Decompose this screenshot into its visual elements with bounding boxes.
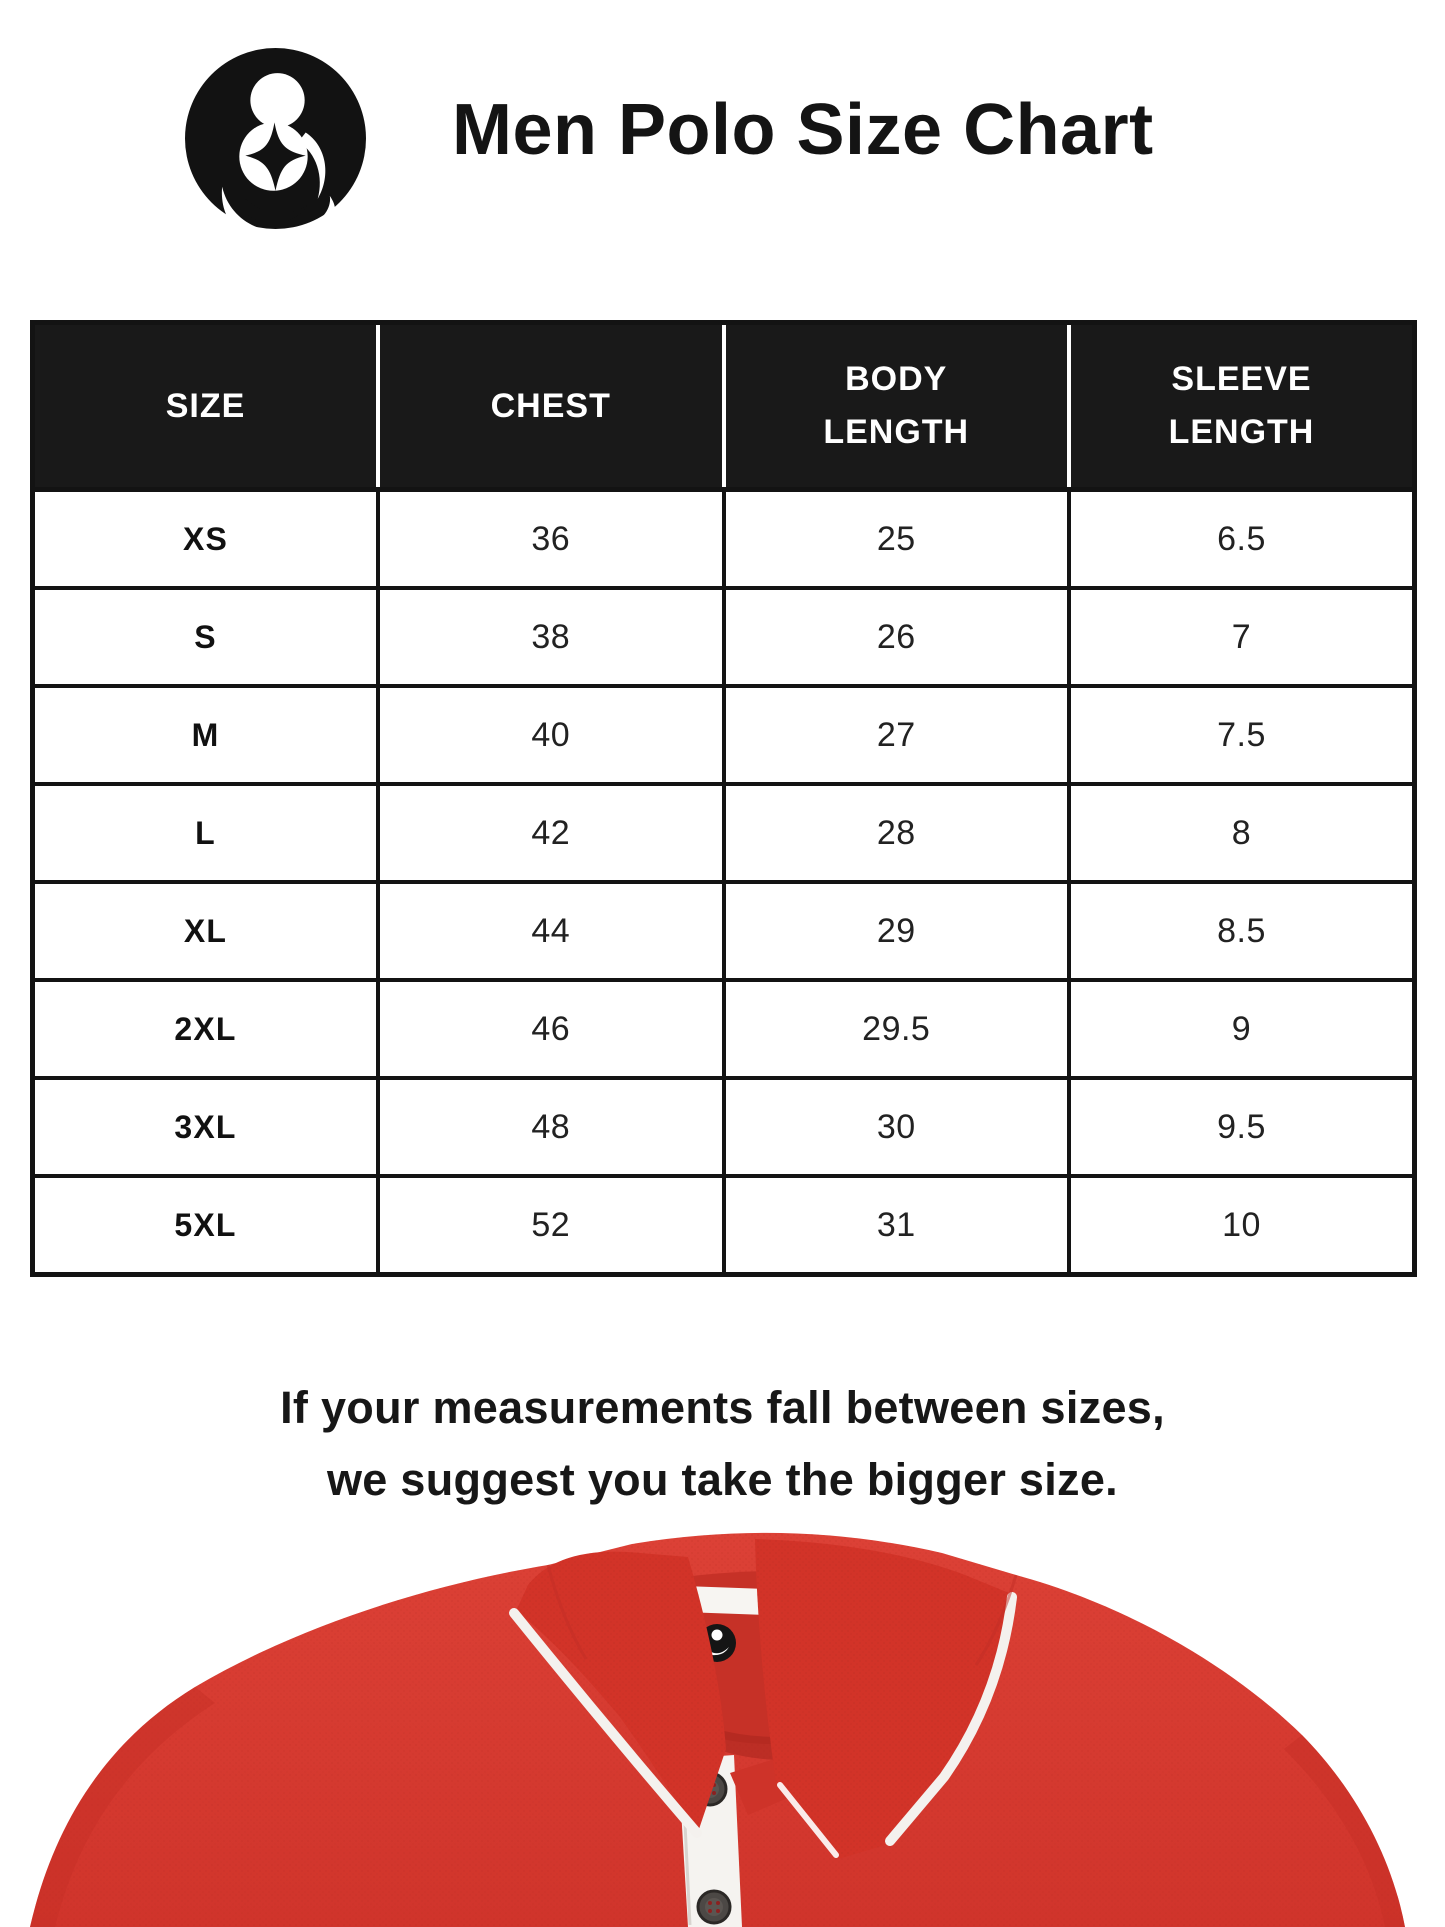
table-cell: 9 bbox=[1069, 980, 1415, 1078]
size-chart-table-body bbox=[33, 490, 1415, 1275]
table-cell: 25 bbox=[724, 490, 1070, 589]
table-cell: 29.5 bbox=[724, 980, 1070, 1078]
table-cell: 44 bbox=[378, 882, 724, 980]
table-cell: 52 bbox=[378, 1176, 724, 1275]
table-cell: 38 bbox=[378, 588, 724, 686]
table-cell: L bbox=[33, 784, 379, 882]
table-row-l bbox=[33, 784, 1415, 882]
table-cell: 40 bbox=[378, 686, 724, 784]
header-row bbox=[33, 323, 1415, 490]
table-cell: 26 bbox=[724, 588, 1070, 686]
sizing-note-line1: If your measurements fall between sizes, bbox=[280, 1382, 1165, 1433]
table-cell: 9.5 bbox=[1069, 1078, 1415, 1176]
table-row-xl bbox=[33, 882, 1415, 980]
table-cell: 10 bbox=[1069, 1176, 1415, 1275]
table-cell: 31 bbox=[724, 1176, 1070, 1275]
table-cell: M bbox=[33, 686, 379, 784]
sizing-note bbox=[0, 1372, 1445, 1516]
table-cell: 7.5 bbox=[1069, 686, 1415, 784]
sizing-note-line2: we suggest you take the bigger size. bbox=[326, 1454, 1118, 1505]
column-header-sleeve-length: SLEEVE LENGTH bbox=[1069, 323, 1415, 490]
column-header-size: SIZE bbox=[33, 323, 379, 490]
table-cell: 28 bbox=[724, 784, 1070, 882]
table-cell: XL bbox=[33, 882, 379, 980]
table-cell: 6.5 bbox=[1069, 490, 1415, 589]
table-cell: 8 bbox=[1069, 784, 1415, 882]
page-title: Men Polo Size Chart bbox=[452, 90, 1154, 170]
table-row-3xl bbox=[33, 1078, 1415, 1176]
table-cell: 48 bbox=[378, 1078, 724, 1176]
table-cell: 2XL bbox=[33, 980, 379, 1078]
red-polo-shirt-photo bbox=[0, 1527, 1445, 1927]
polo-button-bottom bbox=[698, 1891, 730, 1923]
table-row-xs bbox=[33, 490, 1415, 589]
table-cell: 46 bbox=[378, 980, 724, 1078]
column-header-body-length: BODY LENGTH bbox=[724, 323, 1070, 490]
size-chart-table-header bbox=[33, 323, 1415, 490]
table-row-2xl bbox=[33, 980, 1415, 1078]
table-cell: 42 bbox=[378, 784, 724, 882]
table-cell: 5XL bbox=[33, 1176, 379, 1275]
table-cell: 27 bbox=[724, 686, 1070, 784]
table-cell: 30 bbox=[724, 1078, 1070, 1176]
column-header-chest: CHEST bbox=[378, 323, 724, 490]
brand-logo-icon bbox=[185, 48, 366, 229]
table-cell: S bbox=[33, 588, 379, 686]
table-cell: 8.5 bbox=[1069, 882, 1415, 980]
table-cell: 36 bbox=[378, 490, 724, 589]
table-cell: 7 bbox=[1069, 588, 1415, 686]
table-cell: 29 bbox=[724, 882, 1070, 980]
table-cell: 3XL bbox=[33, 1078, 379, 1176]
size-chart-table bbox=[30, 320, 1417, 1277]
table-cell: XS bbox=[33, 490, 379, 589]
table-row-5xl bbox=[33, 1176, 1415, 1275]
table-row-m bbox=[33, 686, 1415, 784]
table-row-s bbox=[33, 588, 1415, 686]
